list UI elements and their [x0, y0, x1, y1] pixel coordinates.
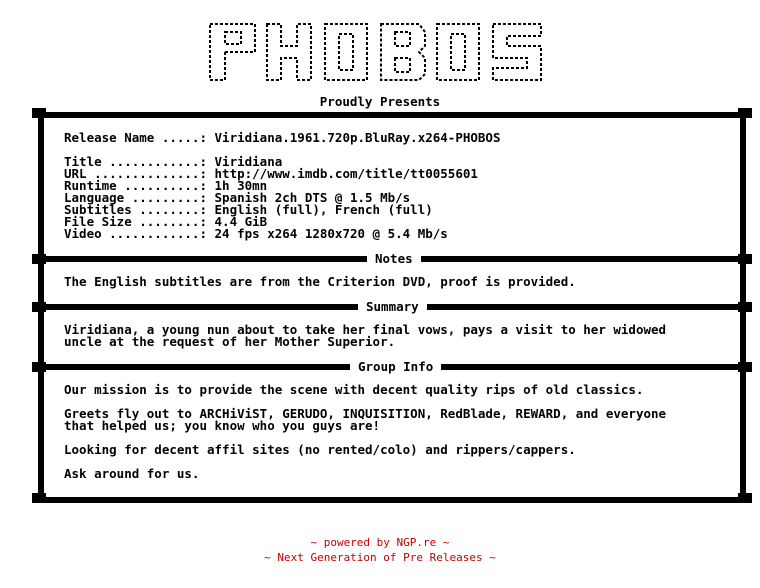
- top-left-cap: [32, 108, 46, 118]
- notes-title: Notes: [367, 252, 421, 266]
- group-mission: Our mission is to provide the scene with decent quality rips of old classics.: [64, 382, 644, 397]
- release-name: Release Name .....: Viridiana.1961.720p.BluRay.x264-PHOBOS: [64, 130, 501, 145]
- info-title: Title ............: Viridiana: [64, 154, 283, 169]
- top-bar: [38, 112, 746, 118]
- group-greets-1: Greets fly out to ARCHiViST, GERUDO, INQUISITION, RedBlade, REWARD, and everyone: [64, 406, 667, 421]
- info-url: URL ..............: http://www.imdb.com/title/tt0055601: [64, 166, 478, 181]
- footer-tagline: ~ Next Generation of Pre Releases ~: [264, 551, 496, 564]
- footer-powered-by[interactable]: ~ powered by NGP.re ~: [310, 536, 450, 549]
- notes-text: The English subtitles are from the Criterion DVD, proof is provided.: [64, 274, 576, 289]
- summary-title: Summary: [358, 300, 427, 314]
- info-subtitles: Subtitles ........: English (full), French (full): [64, 202, 433, 217]
- phobos-ascii-logo: [205, 18, 550, 86]
- bottom-bar: [38, 497, 746, 503]
- group-title: Group Info: [350, 360, 441, 374]
- summary-right-cap: [738, 302, 752, 312]
- notes-left-cap: [32, 254, 46, 264]
- info-filesize: File Size ........: 4.4 GiB: [64, 214, 268, 229]
- info-runtime: Runtime ..........: 1h 30mn: [64, 178, 268, 193]
- proudly-presents: Proudly Presents: [319, 94, 441, 109]
- group-ask: Ask around for us.: [64, 466, 200, 481]
- summary-left-cap: [32, 302, 46, 312]
- notes-right-cap: [738, 254, 752, 264]
- group-left-cap: [32, 362, 46, 372]
- top-right-cap: [738, 108, 752, 118]
- summary-line-2: uncle at the request of her Mother Superior.: [64, 334, 396, 349]
- summary-line-1: Viridiana, a young nun about to take her final vows, pays a visit to her widowed: [64, 322, 667, 337]
- bottom-right-cap: [738, 493, 752, 503]
- group-right-cap: [738, 362, 752, 372]
- info-video: Video ............: 24 fps x264 1280x720 @ 5.4 Mb/s: [64, 226, 448, 241]
- group-greets-2: that helped us; you know who you guys are!: [64, 418, 381, 433]
- info-language: Language .........: Spanish 2ch DTS @ 1.5 Mb/s: [64, 190, 411, 205]
- bottom-left-cap: [32, 493, 46, 503]
- group-affil: Looking for decent affil sites (no rented/colo) and rippers/cappers.: [64, 442, 576, 457]
